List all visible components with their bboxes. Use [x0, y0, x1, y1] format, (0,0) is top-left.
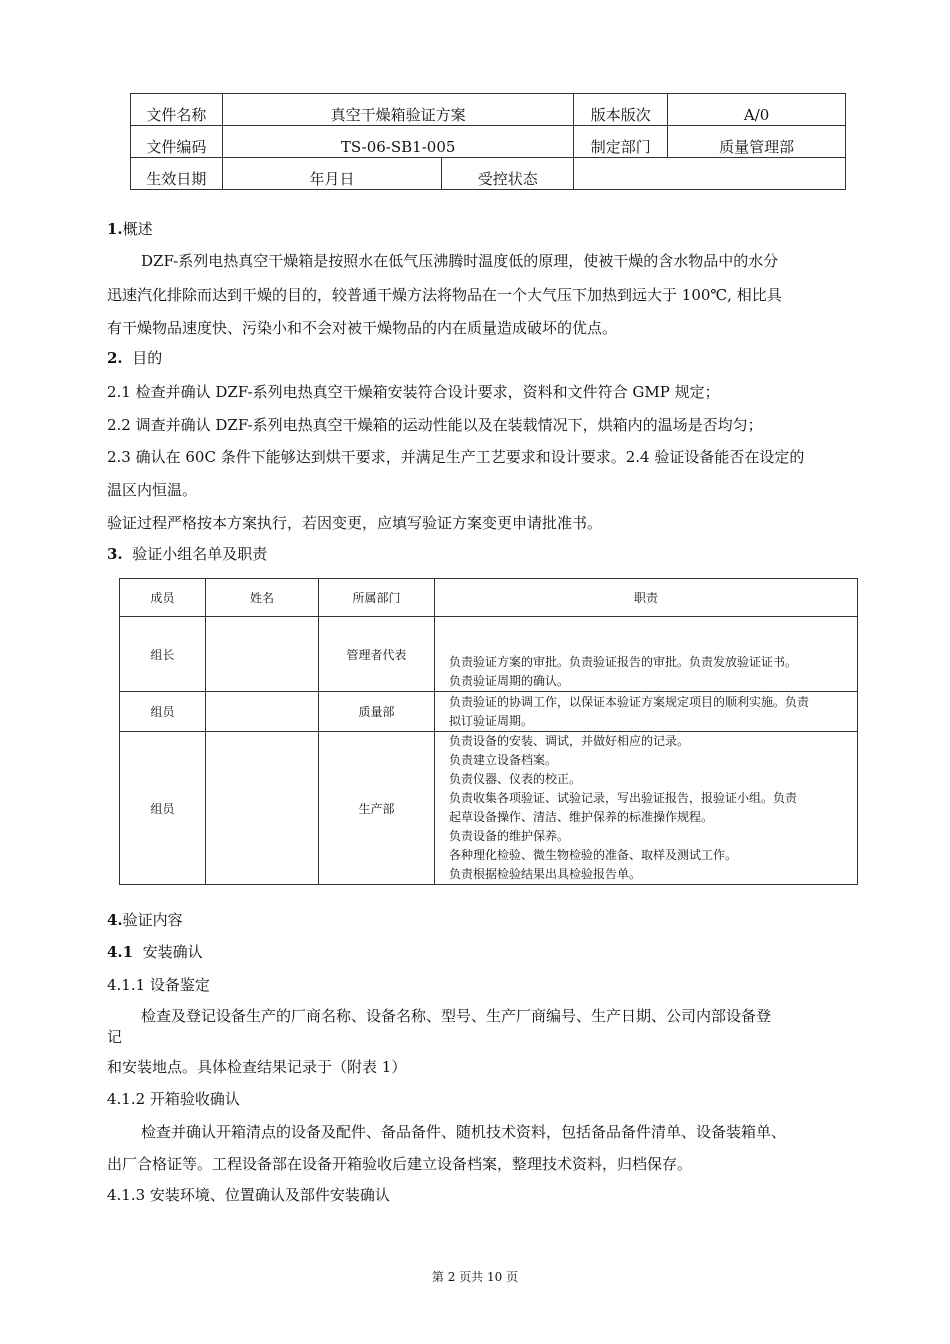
col-header-duty: 职责	[435, 579, 858, 617]
duty-line: 负责收集各项验证、试验记录，写出验证报告，报验证小组。负责	[449, 791, 798, 805]
section-4-1-3-heading: 4.1.3 安装环境、位置确认及部件安装确认	[107, 1186, 390, 1204]
section-4-1-2-line: 检查并确认开箱清点的设备及配件、备品备件、随机技术资料，包括备品备件清单、设备装箱单、	[141, 1123, 787, 1141]
file-code-value: TS-06-SB1-005	[222, 126, 573, 158]
file-code-label: 文件编码	[131, 126, 223, 158]
file-name-label: 文件名称	[131, 94, 223, 126]
dept-cell: 生产部	[319, 732, 435, 885]
dept-cell: 质量部	[319, 692, 435, 732]
section-1-heading	[107, 219, 153, 239]
duty-line: 各种理化检验、微生物检验的准备、取样及测试工作。	[449, 848, 738, 862]
duty-line: 负责验证周期的确认。	[449, 674, 570, 688]
version-value: A/0	[668, 94, 846, 126]
section-4-1-2-heading: 4.1.2 开箱验收确认	[107, 1090, 240, 1108]
duty-line: 负责设备的安装、调试，并做好相应的记录。	[449, 734, 690, 748]
section-2-line: 验证过程严格按本方案执行，若因变更，应填写验证方案变更申请批准书。	[107, 514, 603, 532]
section-1-line: 迅速汽化排除而达到干燥的目的，较普通干燥方法将物品在一个大气压下加热到远大于 100℃, 相比具	[107, 286, 782, 304]
section-3-num: 3.	[107, 545, 123, 563]
section-1-title: 概述	[122, 220, 153, 238]
table-row	[120, 692, 858, 732]
name-cell	[206, 732, 319, 885]
table-row	[120, 732, 858, 885]
control-status-label: 受控状态	[442, 158, 574, 190]
dept-value: 质量管理部	[668, 126, 846, 158]
table-row	[120, 617, 858, 692]
section-1-num: 1.	[107, 220, 123, 238]
section-4-1-title: 安装确认	[142, 943, 203, 961]
duty-line: 负责验证方案的审批。负责验证报告的审批。负责发放验证证书。	[449, 655, 798, 669]
duty-line: 负责设备的维护保养。	[449, 829, 570, 843]
section-4-1-2-line: 出厂合格证等。工程设备部在设备开箱验收后建立设备档案，整理技术资料，归档保存。	[107, 1155, 693, 1173]
member-cell: 组员	[120, 692, 206, 732]
section-3-title: 验证小组名单及职责	[132, 545, 268, 563]
duty-cell	[435, 692, 858, 732]
dept-cell: 管理者代表	[319, 617, 435, 692]
section-2-line: 2.3 确认在 60C 条件下能够达到烘干要求，并满足生产工艺要求和设计要求。2.4 验证设备能否在设定的	[107, 448, 805, 466]
duty-line: 负责根据检验结果出具检验报告单。	[449, 867, 642, 881]
duty-line: 负责建立设备档案。	[449, 753, 558, 767]
section-2-heading	[107, 348, 162, 368]
section-4-1-num: 4.1	[107, 943, 134, 961]
duty-line: 起草设备操作、清洁、维护保养的标准操作规程。	[449, 810, 714, 824]
team-table	[119, 578, 858, 885]
duty-cell	[435, 617, 858, 692]
section-2-line: 2.2 调查并确认 DZF-系列电热真空干燥箱的运动性能以及在装载情况下，烘箱内的温场是否均匀；	[107, 416, 763, 434]
section-1-line: 有干燥物品速度快、污染小和不会对被干燥物品的内在质量造成破坏的优点。	[107, 319, 618, 337]
section-4-1-1-line: 和安装地点。具体检查结果记录于（附表 1）	[107, 1058, 407, 1076]
dept-label: 制定部门	[574, 126, 668, 158]
section-4-num: 4.	[107, 911, 123, 929]
page-footer: 第 2 页共 10 页	[431, 1270, 519, 1284]
duty-cell	[435, 732, 858, 885]
effective-date-label: 生效日期	[131, 158, 223, 190]
col-header-member: 成员	[120, 579, 206, 617]
name-cell	[206, 617, 319, 692]
section-4-1-1-line: 记	[107, 1028, 123, 1046]
col-header-name: 姓名	[206, 579, 319, 617]
section-4-title: 验证内容	[122, 911, 183, 929]
section-2-title: 目的	[132, 349, 163, 367]
section-3-heading	[107, 544, 267, 564]
file-name-value: 真空干燥箱验证方案	[222, 94, 573, 126]
section-4-1-heading	[107, 942, 203, 962]
duty-line: 负责仪器、仪表的校正。	[449, 772, 582, 786]
team-table-header	[120, 579, 858, 617]
section-2-line: 2.1 检查并确认 DZF-系列电热真空干燥箱安装符合设计要求，资料和文件符合 GMP 规定；	[107, 383, 720, 401]
control-status-value	[574, 158, 846, 190]
section-1-line: DZF-系列电热真空干燥箱是按照水在低气压沸腾时温度低的原理，使被干燥的含水物品中的水分	[141, 252, 779, 270]
section-4-1-1-line: 检查及登记设备生产的厂商名称、设备名称、型号、生产厂商编号、生产日期、公司内部设备登	[141, 1007, 772, 1025]
section-2-line: 温区内恒温。	[107, 481, 198, 499]
document-header-table	[130, 93, 846, 190]
version-label: 版本版次	[574, 94, 668, 126]
col-header-dept: 所属部门	[319, 579, 435, 617]
section-4-1-1-heading: 4.1.1 设备鉴定	[107, 976, 210, 994]
member-cell: 组长	[120, 617, 206, 692]
section-2-num: 2.	[107, 349, 123, 367]
member-cell: 组员	[120, 732, 206, 885]
duty-line: 拟订验证周期。	[449, 713, 534, 728]
name-cell	[206, 692, 319, 732]
effective-date-value: 年月日	[222, 158, 441, 190]
duty-line: 负责验证的协调工作，以保证本验证方案规定项目的顺利实施。负责	[449, 694, 810, 709]
section-4-heading	[107, 910, 183, 930]
